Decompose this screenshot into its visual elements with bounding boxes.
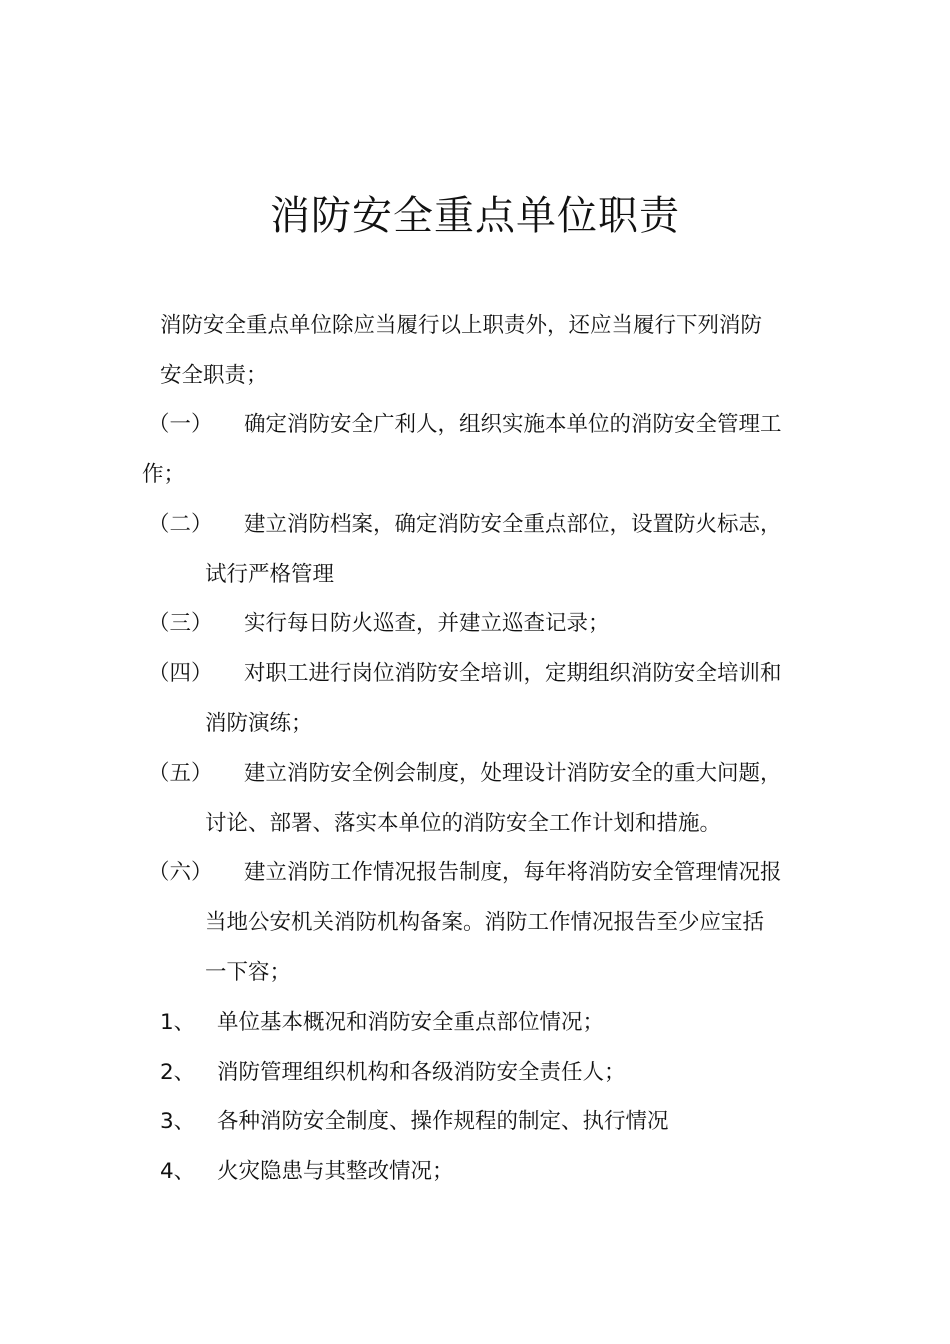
item-marker: （五）	[148, 761, 213, 786]
item-line: 建立消防档案，确定消防安全重点部位，设置防火标志，	[244, 512, 782, 537]
item-line: 作；	[142, 462, 186, 487]
page-title: 消防安全重点单位职责	[270, 193, 680, 239]
item-line: 一下容；	[205, 960, 292, 985]
numbered-item: 各种消防安全制度、操作规程的制定、执行情况	[217, 1109, 669, 1134]
item-marker: （六）	[148, 860, 213, 885]
item-line: 消防演练；	[205, 711, 313, 736]
item-marker: （三）	[148, 611, 213, 636]
item-marker: （四）	[148, 661, 213, 686]
item-line: 讨论、部署、落实本单位的消防安全工作计划和措施。	[205, 811, 722, 836]
numbered-item: 火灾隐患与其整改情况；	[217, 1159, 454, 1184]
item-line: 试行严格管理	[205, 562, 335, 587]
item-line: 确定消防安全广利人，组织实施本单位的消防安全管理工	[244, 412, 782, 437]
item-marker: （二）	[148, 512, 213, 537]
numbered-marker: 2、	[160, 1060, 196, 1085]
item-marker: （一）	[148, 412, 213, 437]
item-line: 当地公安机关消防机构备案。消防工作情况报告至少应宝括	[205, 910, 765, 935]
item-line: 建立消防安全例会制度，处理设计消防安全的重大问题，	[244, 761, 782, 786]
numbered-item: 消防管理组织机构和各级消防安全责任人；	[217, 1060, 626, 1085]
item-line: 对职工进行岗位消防安全培训，定期组织消防安全培训和	[244, 661, 782, 686]
intro-line: 安全职责；	[160, 363, 268, 388]
numbered-marker: 4、	[160, 1159, 196, 1184]
numbered-item: 单位基本概况和消防安全重点部位情况；	[217, 1010, 605, 1035]
numbered-marker: 3、	[160, 1109, 196, 1134]
item-line: 实行每日防火巡查，并建立巡查记录；	[244, 611, 610, 636]
intro-line: 消防安全重点单位除应当履行以上职责外，还应当履行下列消防	[160, 313, 763, 338]
numbered-marker: 1、	[160, 1010, 196, 1035]
item-line: 建立消防工作情况报告制度，每年将消防安全管理情况报	[244, 860, 782, 885]
